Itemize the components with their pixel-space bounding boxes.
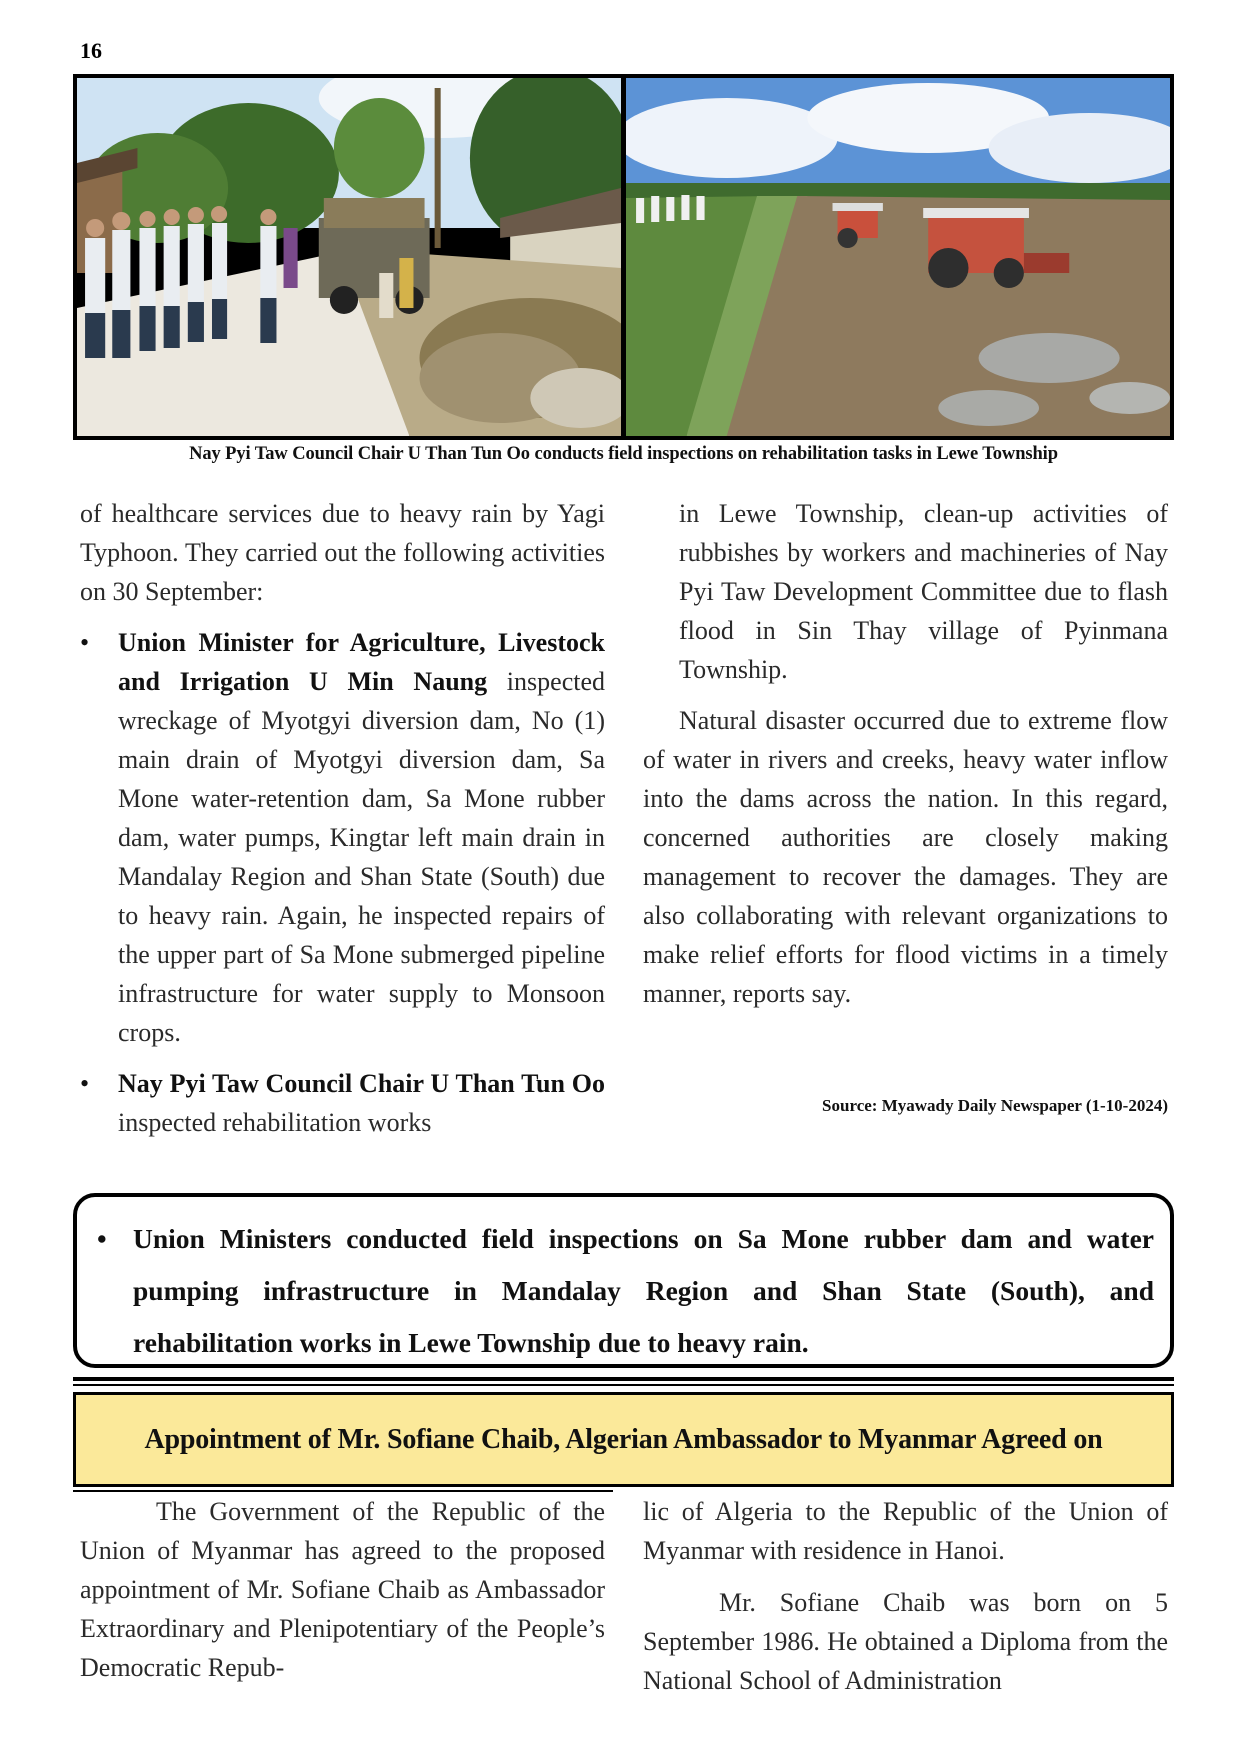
list-item [80,623,605,1052]
article-intro: of healthcare services due to heavy rain by Yagi Typhoon. They carried out the following activities on 30 September: [80,499,605,606]
bullet-continuation: in Lewe Township, clean-up activities of rubbishes by workers and machineries of Nay Pyi Taw Development Committee due to flash flood in Sin Thay village of Pyinmana Township. [679,499,1168,684]
article2-paragraph: The Government of the Republic of the Union of Myanmar has agreed to the proposed appointment of Mr. Sofiane Chaib as Ambassador Extraordinary and Plenipotentiary of the People’s Democratic Repub- [80,1497,605,1682]
photo-caption: Nay Pyi Taw Council Chair U Than Tun Oo conducts field inspections on rehabilitation tasks in Lewe Township [189,444,1058,464]
source-credit: Source: Myawady Daily Newspaper (1-10-2024) [822,1096,1168,1115]
article-right-column [643,494,1168,1013]
article-heading-box [73,1392,1174,1487]
bullet-text: inspected wreckage of Myotgyi diversion dam, No (1) main drain of Myotgyi diversion dam, Sa Mone water-retention dam, Sa Mone rubber dam, water pumps, Kingtar left main drain in Mandalay Region and Shan State (South) due to heavy rain. Again, he inspected repairs of the upper part of Sa Mone submerged pipeline infrastructure for water supply to Monsoon crops. [118,667,605,1047]
article-left-column [80,494,605,1154]
article2-paragraph: Mr. Sofiane Chaib was born on 5 September 1986. He obtained a Diploma from the National School of Administration [643,1588,1168,1695]
article-paragraph: Natural disaster occurred due to extreme flow of water in rivers and creeks, heavy water inflow into the dams across the nation. In this regard, concerned authorities are closely making management to recover the damages. They are also collaborating with relevant organizations to make relief efforts for flood victims in a timely manner, reports say. [643,706,1168,1008]
divider-line [73,1384,1174,1386]
list-item [80,1064,605,1142]
article-heading: Appointment of Mr. Sofiane Chaib, Algerian Ambassador to Myanmar Agreed on [144,1423,1103,1455]
photo-road-cleanup [77,78,621,436]
bullet-subject: Nay Pyi Taw Council Chair U Than Tun Oo [118,1069,605,1098]
summary-box [73,1193,1174,1368]
bullet-text: inspected rehabilitation works [118,1108,432,1137]
photo-tractors-field [626,78,1170,436]
article2-continuation: lic of Algeria to the Republic of the Union of Myanmar with residence in Hanoi. [643,1497,1168,1565]
page-number: 16 [80,38,102,63]
article2-left-column [80,1492,605,1687]
article2-right-column [643,1492,1168,1700]
summary-text: • Union Ministers conducted field inspections on Sa Mone rubber dam and water pumping infrastructure in Mandalay Region and Shan State (South), and rehabilitation works in Lewe Township due to heavy rain. [97,1213,1154,1369]
photo-strip [73,74,1174,440]
divider-line [73,1377,1174,1381]
bullet-subject: Union Minister for Agriculture, Livestock and Irrigation U Min Naung [118,628,605,696]
activity-list [80,623,605,1142]
